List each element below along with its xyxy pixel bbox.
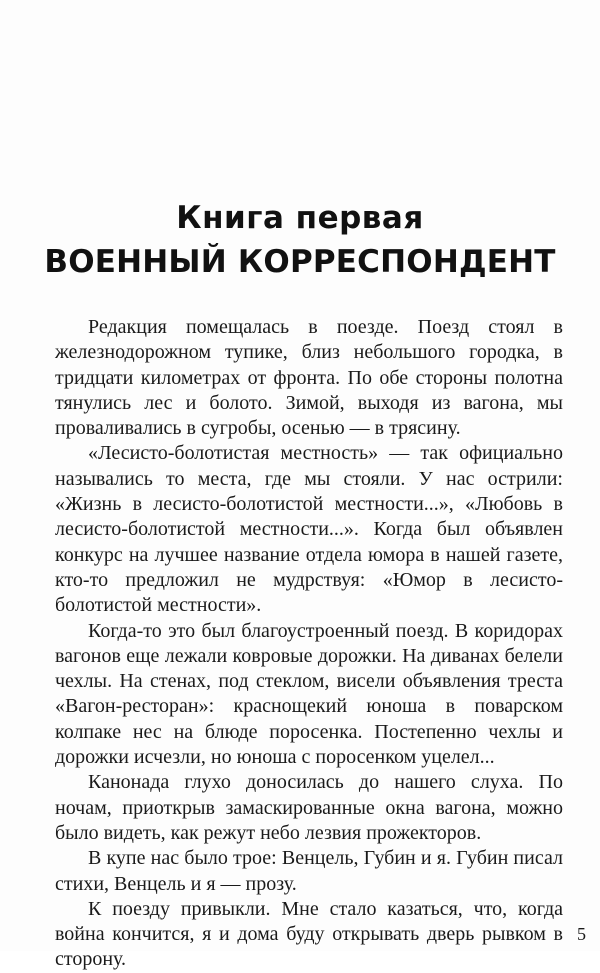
paragraph-3: Когда-то это был благоустроенный поезд. В коридорах вагонов еще лежали ковровые дорожки. На диванах белели чехлы. На стенах, под стеклом, висели объявления треста «Вагон-ресторан»: краснощекий юноша в поварском колпаке нес на блюде поросенка. Постепенно чехлы и дорожки исчезли, но юноша с поросенком уцелел...	[55, 619, 563, 769]
paragraph-4: Канонада глухо доносилась до нашего слуха. По ночам, приоткрыв замаскированные окна вагона, можно было видеть, как режут небо лезвия прожекторов.	[55, 771, 563, 844]
page-number: 5	[577, 924, 586, 944]
paragraph-1: Редакция помещалась в поезде. Поезд стоял в железнодорожном тупике, близ небольшого городка, в тридцати километрах от фронта. По обе стороны полотна тянулись лес и болото. Зимой, выходя из вагона, мы проваливались в сугробы, осенью — в трясину.	[55, 316, 563, 440]
paragraph-2: «Лесисто-болотистая местность» — так официально назывались то места, где мы стояли. У нас острили: «Жизнь в лесисто-болотистой местности...», «Любовь в лесисто-болотистой местности...». Когда был объявлен конкурс на лучшее название отдела юмора в нашей газете, кто-то предложил не мудрствуя: «Юмор в лесисто-болотистой местности».	[55, 442, 563, 617]
paragraph-6: К поезду привыкли. Мне стало казаться, что, когда война кончится, я и дома буду открывать дверь рывком в сторону.	[55, 897, 563, 971]
paragraph-5: В купе нас было трое: Венцель, Губин и я. Губин писал стихи, Венцель и я — прозу.	[55, 847, 563, 895]
body-text	[55, 315, 563, 973]
chapter-title: ВОЕННЫЙ КОРРЕСПОНДЕНТ	[44, 244, 556, 280]
book-part-heading: Книга первая	[176, 200, 424, 236]
